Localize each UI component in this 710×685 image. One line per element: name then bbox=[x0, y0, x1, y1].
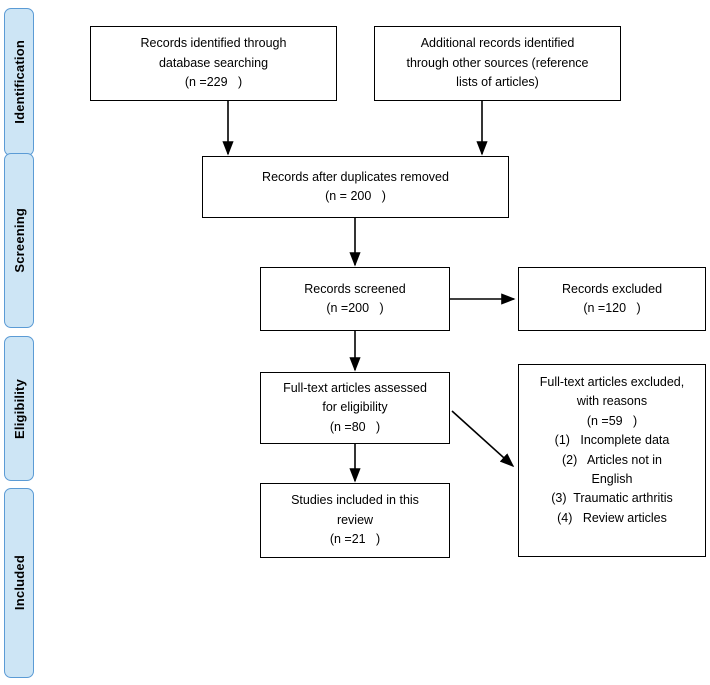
box-line: (n =200 ) bbox=[326, 301, 384, 315]
box-records-excluded bbox=[518, 267, 706, 331]
stage-label-included bbox=[4, 488, 34, 678]
box-line: (2) Articles not in bbox=[561, 452, 663, 467]
box-line: Records screened bbox=[304, 281, 406, 296]
box-line: English bbox=[591, 471, 633, 486]
box-line: (3) Traumatic arthritis bbox=[551, 491, 673, 506]
box-line: Full-text articles excluded, bbox=[539, 375, 685, 389]
box-line: (n =229 ) bbox=[184, 75, 243, 90]
box-line: lists of articles) bbox=[456, 75, 539, 90]
box-line: (n = 200 ) bbox=[325, 189, 386, 203]
box-records-after-duplicates bbox=[202, 156, 509, 218]
stage-label-screening bbox=[4, 153, 34, 328]
box-full-text-excluded bbox=[518, 364, 706, 557]
stage-label-identification bbox=[4, 8, 34, 156]
box-line: (4) Review articles bbox=[557, 510, 667, 525]
box-records-screened bbox=[260, 267, 450, 331]
stage-label-screening-text: Screening bbox=[11, 208, 27, 273]
box-line: review bbox=[336, 512, 374, 527]
box-line: with reasons bbox=[576, 394, 648, 409]
box-records-identified-database bbox=[90, 26, 337, 101]
box-line: (n =59 ) bbox=[586, 413, 638, 428]
box-line: Records excluded bbox=[561, 281, 663, 296]
stage-label-eligibility-text: Eligibility bbox=[11, 378, 27, 439]
box-line: (n =120 ) bbox=[583, 301, 641, 315]
box-line: (n =21 ) bbox=[329, 532, 381, 547]
box-records-identified-other bbox=[374, 26, 621, 101]
box-line: (n =80 ) bbox=[329, 419, 381, 434]
box-line: Studies included in this bbox=[291, 493, 419, 508]
stage-label-identification-text: Identification bbox=[11, 40, 27, 124]
box-line: Additional records identified bbox=[420, 36, 575, 51]
stage-label-included-text: Included bbox=[11, 555, 27, 611]
stage-label-eligibility bbox=[4, 336, 34, 481]
box-full-text-assessed bbox=[260, 372, 450, 444]
box-line: for eligibility bbox=[322, 400, 388, 415]
box-line: (1) Incomplete data bbox=[554, 433, 670, 448]
box-line: Full-text articles assessed bbox=[283, 380, 427, 395]
box-line: database searching bbox=[158, 55, 269, 70]
box-line: Records after duplicates removed bbox=[262, 169, 449, 184]
box-studies-included bbox=[260, 483, 450, 558]
box-line: through other sources (reference bbox=[406, 55, 589, 70]
box-line: Records identified through bbox=[140, 36, 287, 51]
